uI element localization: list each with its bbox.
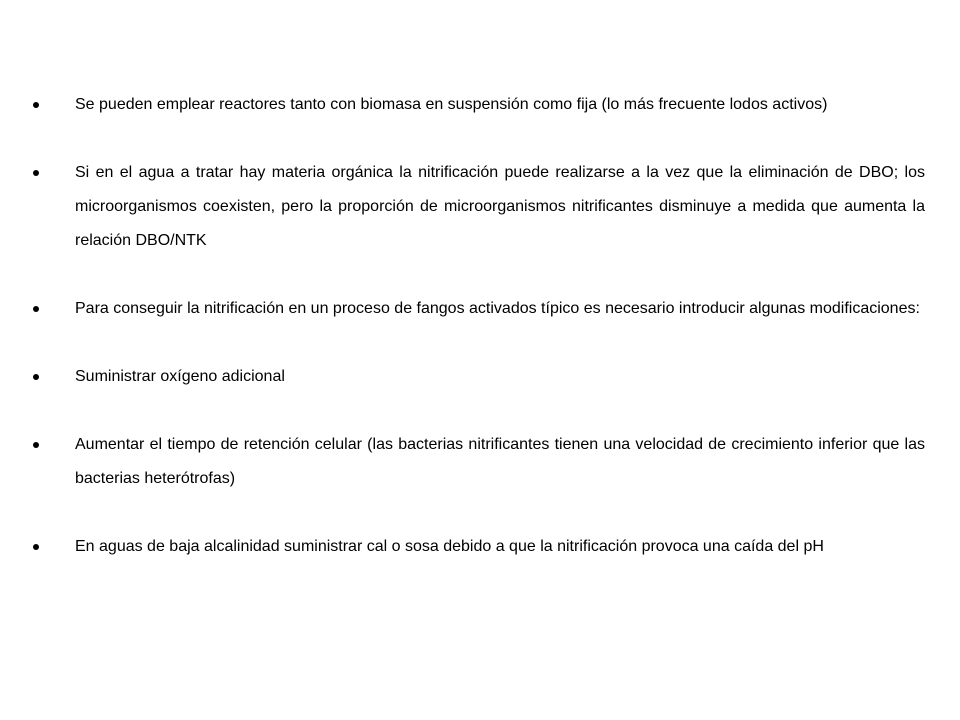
- list-item: [30, 428, 925, 496]
- list-item: [30, 88, 925, 122]
- bullet-dot-icon: [30, 530, 42, 564]
- bullet-dot-icon: [30, 428, 42, 462]
- bullet-list: [30, 88, 925, 598]
- list-item: [30, 156, 925, 258]
- bullet-dot-icon: [30, 156, 42, 190]
- bullet-text: Si en el agua a tratar hay materia orgánica la nitrificación puede realizarse a la vez que la eliminación de DBO; los microorganismos coexisten, pero la proporción de microorganismos nitrificantes disminuye a medida que aumenta la relación DBO/NTK: [75, 164, 925, 249]
- list-item: [30, 530, 925, 564]
- bullet-text: Para conseguir la nitrificación en un proceso de fangos activados típico es necesario introducir algunas modificaciones:: [75, 300, 920, 317]
- bullet-dot-icon: [30, 360, 42, 394]
- bullet-dot-icon: [30, 292, 42, 326]
- list-item: [30, 360, 925, 394]
- bullet-text: En aguas de baja alcalinidad suministrar cal o sosa debido a que la nitrificación provoca una caída del pH: [75, 538, 824, 555]
- bullet-dot-icon: [30, 88, 42, 122]
- bullet-text: Suministrar oxígeno adicional: [75, 368, 285, 385]
- bullet-text: Se pueden emplear reactores tanto con biomasa en suspensión como fija (lo más frecuente lodos activos): [75, 96, 828, 113]
- list-item: [30, 292, 925, 326]
- bullet-text: Aumentar el tiempo de retención celular (las bacterias nitrificantes tienen una velocidad de crecimiento inferior que las bacterias heterótrofas): [75, 436, 925, 487]
